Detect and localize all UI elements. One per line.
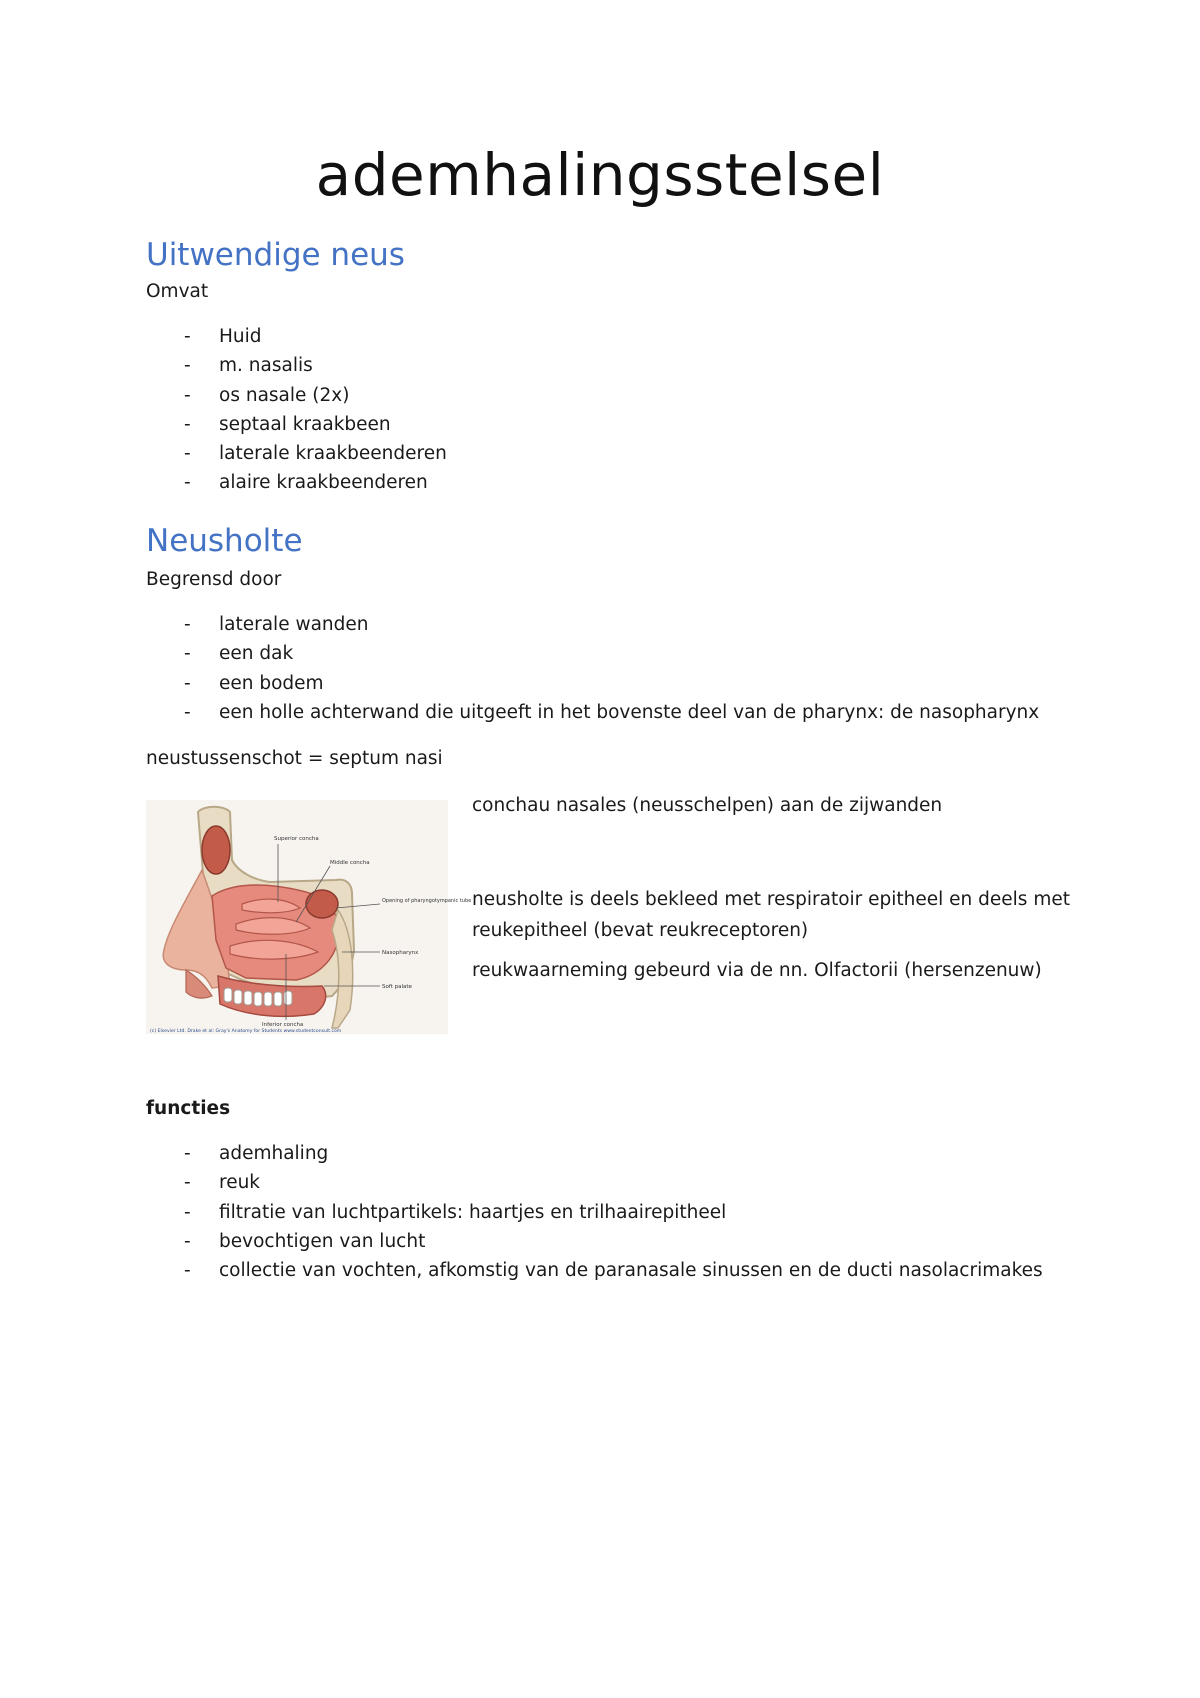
heading-functies: functies bbox=[146, 1098, 231, 1119]
list-item bbox=[146, 381, 447, 410]
dash-marker: - bbox=[184, 413, 191, 435]
dash-marker: - bbox=[184, 443, 191, 465]
dash-marker: - bbox=[184, 643, 191, 665]
dash-marker: - bbox=[184, 1172, 191, 1194]
list-item-text: Huid bbox=[219, 326, 262, 347]
list-item bbox=[146, 468, 447, 497]
section1-intro: Omvat bbox=[146, 281, 209, 302]
list-item bbox=[146, 439, 447, 468]
dash-marker: - bbox=[184, 384, 191, 406]
label-superior-concha: Superior concha bbox=[274, 836, 319, 842]
list-item bbox=[146, 1139, 1043, 1168]
document-title: ademhalingsstelsel bbox=[315, 141, 885, 209]
label-inferior-concha: Inferior concha bbox=[262, 1022, 304, 1028]
frontal-sinus bbox=[202, 826, 230, 874]
dash-marker: - bbox=[184, 614, 191, 635]
nasal-cavity-drawing bbox=[146, 800, 472, 1034]
dash-marker: - bbox=[184, 355, 191, 377]
note-reuk: reukwaarneming gebeurd via de nn. Olfactorii (hersenzenuw) bbox=[472, 960, 1042, 981]
label-middle-concha: Middle concha bbox=[330, 860, 370, 866]
dash-marker: - bbox=[184, 701, 191, 723]
heading-uitwendige-neus: Uitwendige neus bbox=[146, 237, 405, 273]
dash-marker: - bbox=[184, 1201, 191, 1223]
note-conchae: conchau nasales (neusschelpen) aan de zijwanden bbox=[472, 795, 943, 816]
label-opening-tube: Opening of pharyngotympanic tube bbox=[382, 898, 472, 904]
dash-marker: - bbox=[184, 672, 191, 694]
dash-marker: - bbox=[184, 472, 191, 494]
dash-marker: - bbox=[184, 1143, 191, 1164]
nasal-cavity-illustration bbox=[146, 800, 472, 1034]
septum-text: neustussenschot = septum nasi bbox=[146, 748, 443, 769]
list-item-text: collectie van vochten, afkomstig van de paranasale sinussen en de ducti nasolacrimakes bbox=[219, 1260, 1043, 1282]
list-item-text: laterale kraakbeenderen bbox=[219, 443, 447, 465]
list-item bbox=[146, 639, 1039, 668]
list-item bbox=[146, 351, 447, 380]
list-item-text: ademhaling bbox=[219, 1143, 329, 1164]
dash-marker: - bbox=[184, 326, 191, 347]
list-item bbox=[146, 322, 447, 351]
sphenoid-sinus bbox=[306, 890, 338, 918]
list-uitwendige-neus bbox=[146, 322, 447, 498]
list-item bbox=[146, 610, 1039, 639]
list-item-text: laterale wanden bbox=[219, 614, 369, 635]
list-item-text: os nasale (2x) bbox=[219, 384, 350, 406]
list-item bbox=[146, 669, 1039, 698]
list-item bbox=[146, 1227, 1043, 1256]
list-item-text: septaal kraakbeen bbox=[219, 413, 391, 435]
list-item-text: m. nasalis bbox=[219, 355, 313, 377]
figure-credit: (c) Elsevier Ltd. Drake et al: Gray's Anatomy for Students www.studentconsult.com bbox=[150, 1029, 342, 1034]
list-item-text: filtratie van luchtpartikels: haartjes en trilhaairepitheel bbox=[219, 1201, 727, 1223]
list-item bbox=[146, 1256, 1043, 1285]
dash-marker: - bbox=[184, 1260, 191, 1282]
list-item-text: bevochtigen van lucht bbox=[219, 1230, 426, 1252]
list-functies bbox=[146, 1139, 1043, 1285]
list-neusholte bbox=[146, 610, 1039, 727]
list-item-text: een holle achterwand die uitgeeft in het bovenste deel van de pharynx: de nasopharynx bbox=[219, 701, 1040, 723]
list-item-text: alaire kraakbeenderen bbox=[219, 472, 428, 494]
list-item-text: een bodem bbox=[219, 672, 324, 694]
list-item bbox=[146, 1168, 1043, 1197]
label-soft-palate: Soft palate bbox=[382, 984, 412, 990]
section2-intro: Begrensd door bbox=[146, 569, 282, 590]
list-item bbox=[146, 410, 447, 439]
list-item bbox=[146, 698, 1039, 727]
list-item-text: reuk bbox=[219, 1172, 261, 1194]
list-item-text: een dak bbox=[219, 643, 294, 665]
heading-neusholte: Neusholte bbox=[146, 523, 303, 559]
label-nasopharynx: Nasopharynx bbox=[382, 950, 419, 956]
note-epitheel: neusholte is deels bekleed met respiratoir epitheel en deels met reukepitheel (bevat reukreceptoren) bbox=[472, 889, 1070, 941]
list-item bbox=[146, 1198, 1043, 1227]
dash-marker: - bbox=[184, 1230, 191, 1252]
